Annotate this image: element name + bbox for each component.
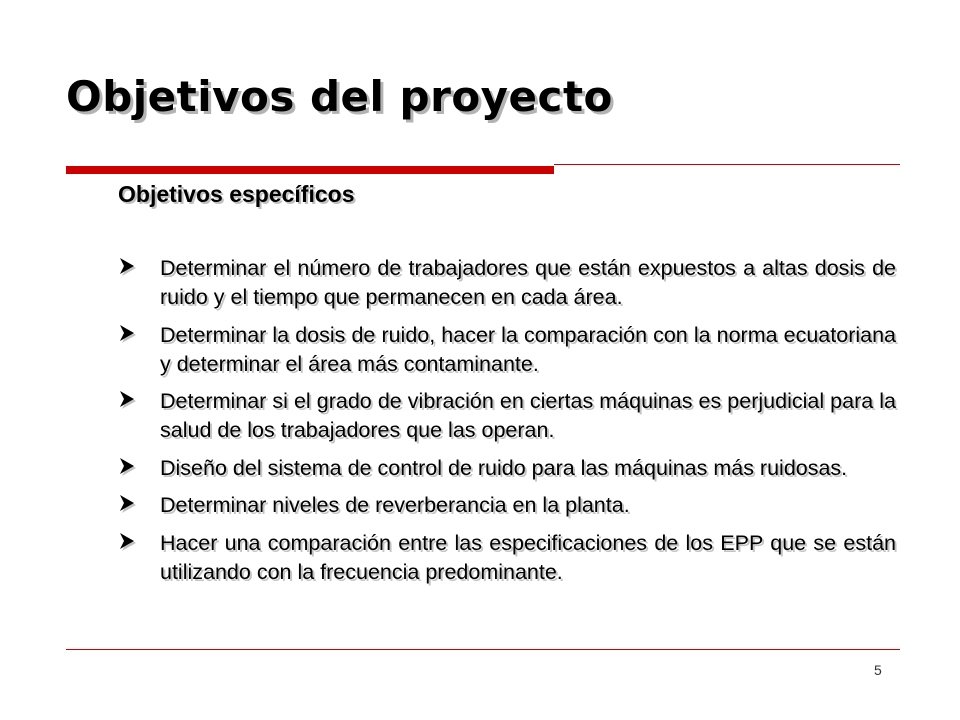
title-divider-line bbox=[554, 164, 900, 165]
list-item bbox=[118, 529, 896, 587]
list-item bbox=[118, 491, 896, 520]
arrow-bullet-icon bbox=[118, 457, 136, 475]
objective-text: Determinar el número de trabajadores que están expuestos a altas dosis de ruido y el tiempo que permanecen en cada área. bbox=[160, 256, 896, 309]
list-item bbox=[118, 321, 896, 379]
objective-text: Determinar niveles de reverberancia en la planta. bbox=[160, 493, 630, 517]
objective-text: Determinar si el grado de vibración en ciertas máquinas es perjudicial para la salud de los trabajadores que las operan. bbox=[160, 389, 896, 442]
arrow-bullet-icon bbox=[118, 390, 136, 408]
objective-text: Diseño del sistema de control de ruido para las máquinas más ruidosas. bbox=[160, 455, 848, 480]
arrow-bullet-icon bbox=[118, 324, 136, 342]
arrow-bullet-icon bbox=[118, 494, 136, 512]
footer-divider-line bbox=[66, 649, 900, 650]
slide-title: Objetivos del proyecto bbox=[66, 72, 613, 121]
arrow-bullet-icon bbox=[118, 532, 136, 550]
arrow-bullet-icon bbox=[118, 257, 136, 275]
objective-text: Hacer una comparación entre las especificaciones de los EPP que se están utilizando con la frecuencia predominante. bbox=[160, 530, 896, 584]
list-item bbox=[118, 254, 896, 312]
page-number: 5 bbox=[874, 662, 882, 678]
objectives-list bbox=[118, 254, 896, 595]
title-accent-bar bbox=[66, 166, 554, 174]
objective-text: Determinar la dosis de ruido, hacer la comparación con la norma ecuatoriana y determinar el área más contaminante. bbox=[160, 322, 896, 376]
section-subtitle: Objetivos específicos bbox=[118, 181, 355, 207]
list-item bbox=[118, 454, 896, 483]
list-item bbox=[118, 387, 896, 445]
